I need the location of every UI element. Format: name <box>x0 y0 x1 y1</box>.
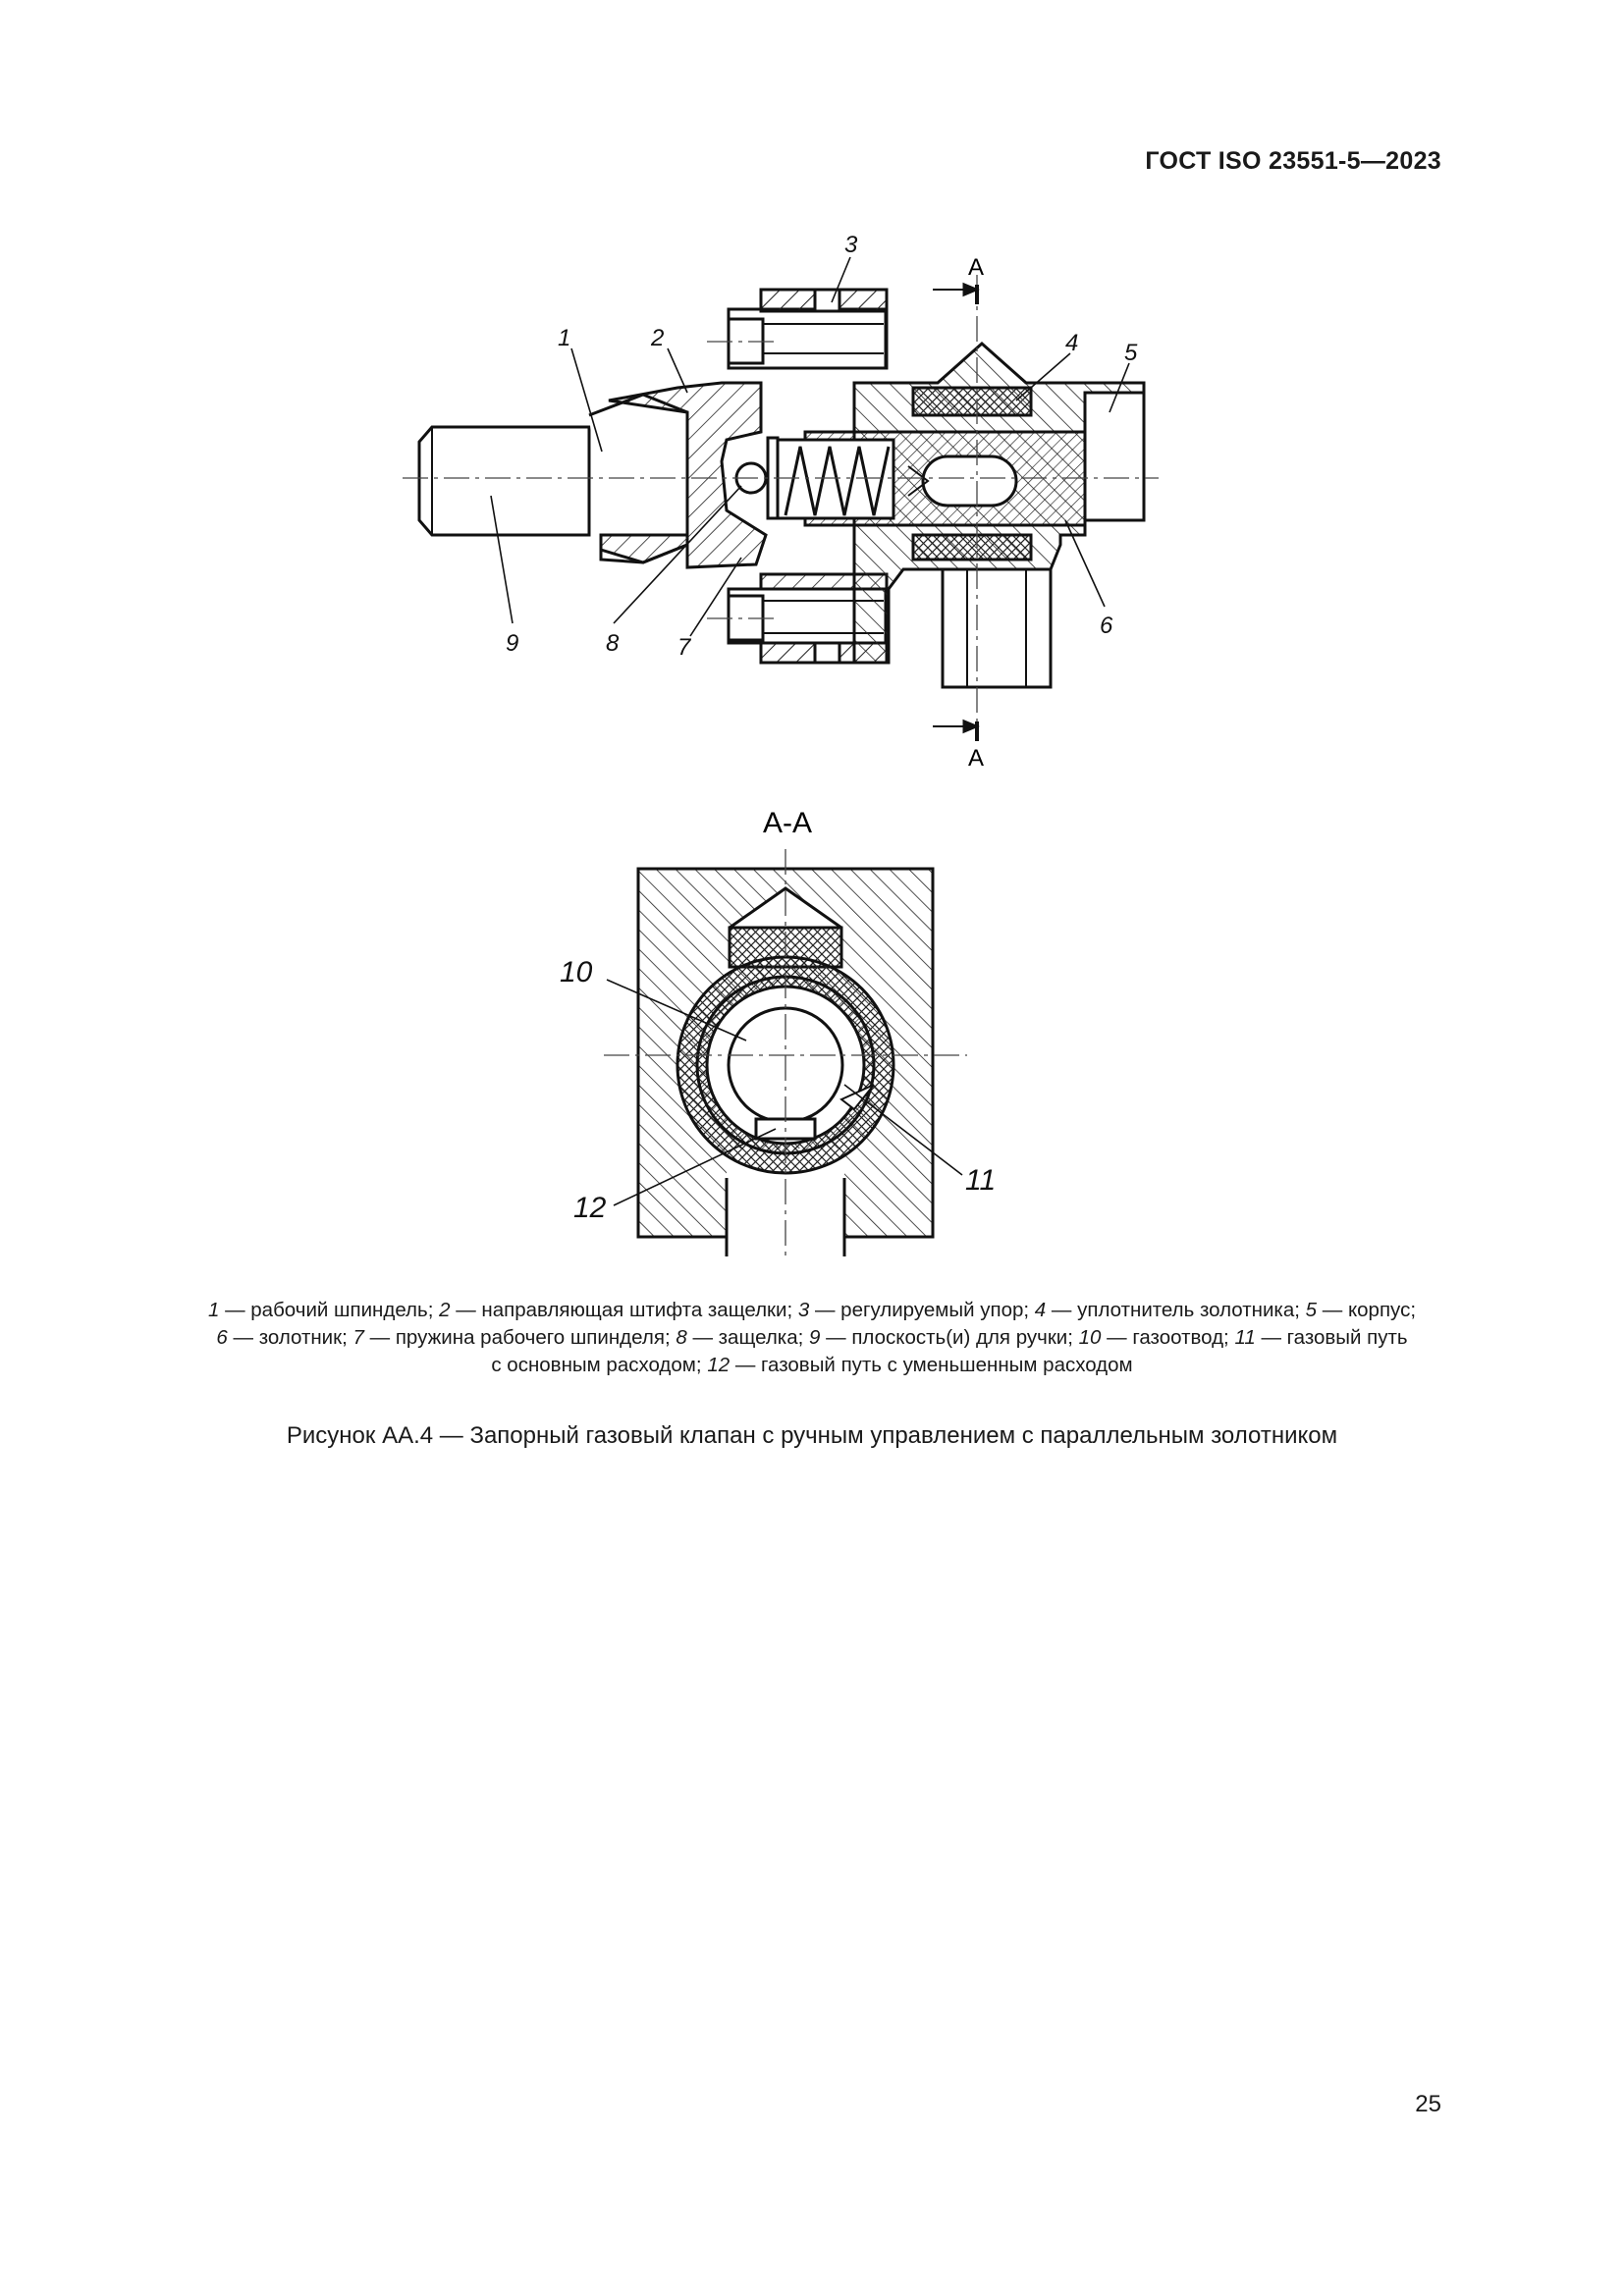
callout-3: 3 <box>844 232 858 258</box>
callout-2: 2 <box>651 325 665 351</box>
section-title: A-A <box>763 807 813 839</box>
figure-legend <box>108 1297 1516 1379</box>
spring <box>776 440 893 518</box>
figure-caption: Рисунок АА.4 — Запорный газовый клапан с ручным управлением с параллельным золотником <box>286 1422 1338 1449</box>
section-mark-bottom: A <box>968 745 985 772</box>
callout-7: 7 <box>677 634 691 661</box>
section-mark-top: A <box>968 254 985 281</box>
legend-num: 1 <box>207 1299 220 1321</box>
callout-4: 4 <box>1065 330 1079 356</box>
page-number: 25 <box>1415 2091 1441 2117</box>
callout-6: 6 <box>1100 613 1113 639</box>
legend-line-3: с основным расходом; 12 — газовый путь с уменьшенным расходом <box>491 1354 1133 1376</box>
callout-9: 9 <box>506 630 519 657</box>
seal-top <box>913 388 1031 415</box>
callout-12: 12 <box>573 1192 607 1224</box>
callout-11: 11 <box>965 1164 997 1197</box>
legend-line-1: 1 — рабочий шпиндель; 2 — направляющая штифта защелки; 3 — регулируемый упор; 4 — уплотнитель золотника; 5 — корпус; <box>207 1299 1417 1321</box>
main-view <box>403 275 1159 741</box>
document-header: ГОСТ ISO 23551-5—2023 <box>1145 147 1441 175</box>
seal-bottom <box>913 535 1031 560</box>
spindle-end <box>419 427 589 535</box>
callout-1: 1 <box>558 325 571 351</box>
callout-8: 8 <box>606 630 620 657</box>
callout-5: 5 <box>1124 340 1138 366</box>
legend-line-2: 6 — золотник; 7 — пружина рабочего шпинделя; 8 — защелка; 9 — плоскость(и) для ручки; 10 — газоотвод; 11 — газовый путь <box>216 1326 1408 1349</box>
callout-10: 10 <box>560 956 593 988</box>
